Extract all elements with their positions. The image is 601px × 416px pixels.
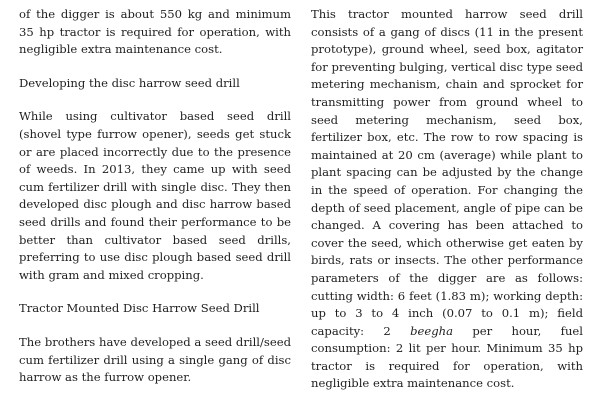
spacer [19,284,291,300]
section-heading-developing-disc-harrow: Developing the disc harrow seed drill [19,75,240,90]
paragraph-harrow-seed-drill-description [311,6,583,393]
left-column [19,6,291,387]
description-text-part-1: This tractor mounted harrow seed drill consists of a gang of discs (11 in the present prototype), ground wheel, seed box, agitator for preventing bulging, vertical disc type seed metering mechanism, chain and sprocket for transmitting power from ground wheel to seed metering mechanism, seed box, fertilizer box, etc. The row to row spacing is maintained at 20 cm (average) while plant to plant spacing can be adjusted by the change in the speed of operation. For changing the depth of seed placement, angle of pipe can be changed. A covering has been attached to cover the seed, which otherwise get eaten by birds, rats or insects. The other performance parameters of the digger are as follows: cutting width: 6 feet (1.83 m); working depth: up to 3 to 4 inch (0.07 to 0.1 m); field capacity: 2 [311,7,583,338]
paragraph-brothers-developed: The brothers have developed a seed drill/seed cum fertilizer drill using a single gang of disc harrow as the furrow opener. [19,334,291,385]
description-text-part-2: per hour, fuel consumption: 2 lit per hour. Minimum 35 hp tractor is required for operation, with negligible extra maintenance cost. [311,323,583,391]
right-column [311,6,583,393]
spacer [19,59,291,75]
unit-beegha: beegha [410,323,454,338]
spacer [19,318,291,334]
paragraph-cultivator-seed-drill: While using cultivator based seed drill (shovel type furrow opener), seeds get stuck or are placed incorrectly due to the presence of weeds. In 2013, they came up with seed cum fertilizer drill with single disc. They then developed disc plough and disc harrow based seed drills and found their performance to be better than cultivator based seed drills, preferring to use disc plough based seed drill with gram and mixed cropping. [19,109,291,282]
paragraph-digger-weight: of the digger is about 550 kg and minimum 35 hp tractor is required for operation, with negligible extra maintenance cost. [19,7,291,57]
section-heading-tractor-mounted: Tractor Mounted Disc Harrow Seed Drill [19,301,260,316]
spacer [19,92,291,108]
